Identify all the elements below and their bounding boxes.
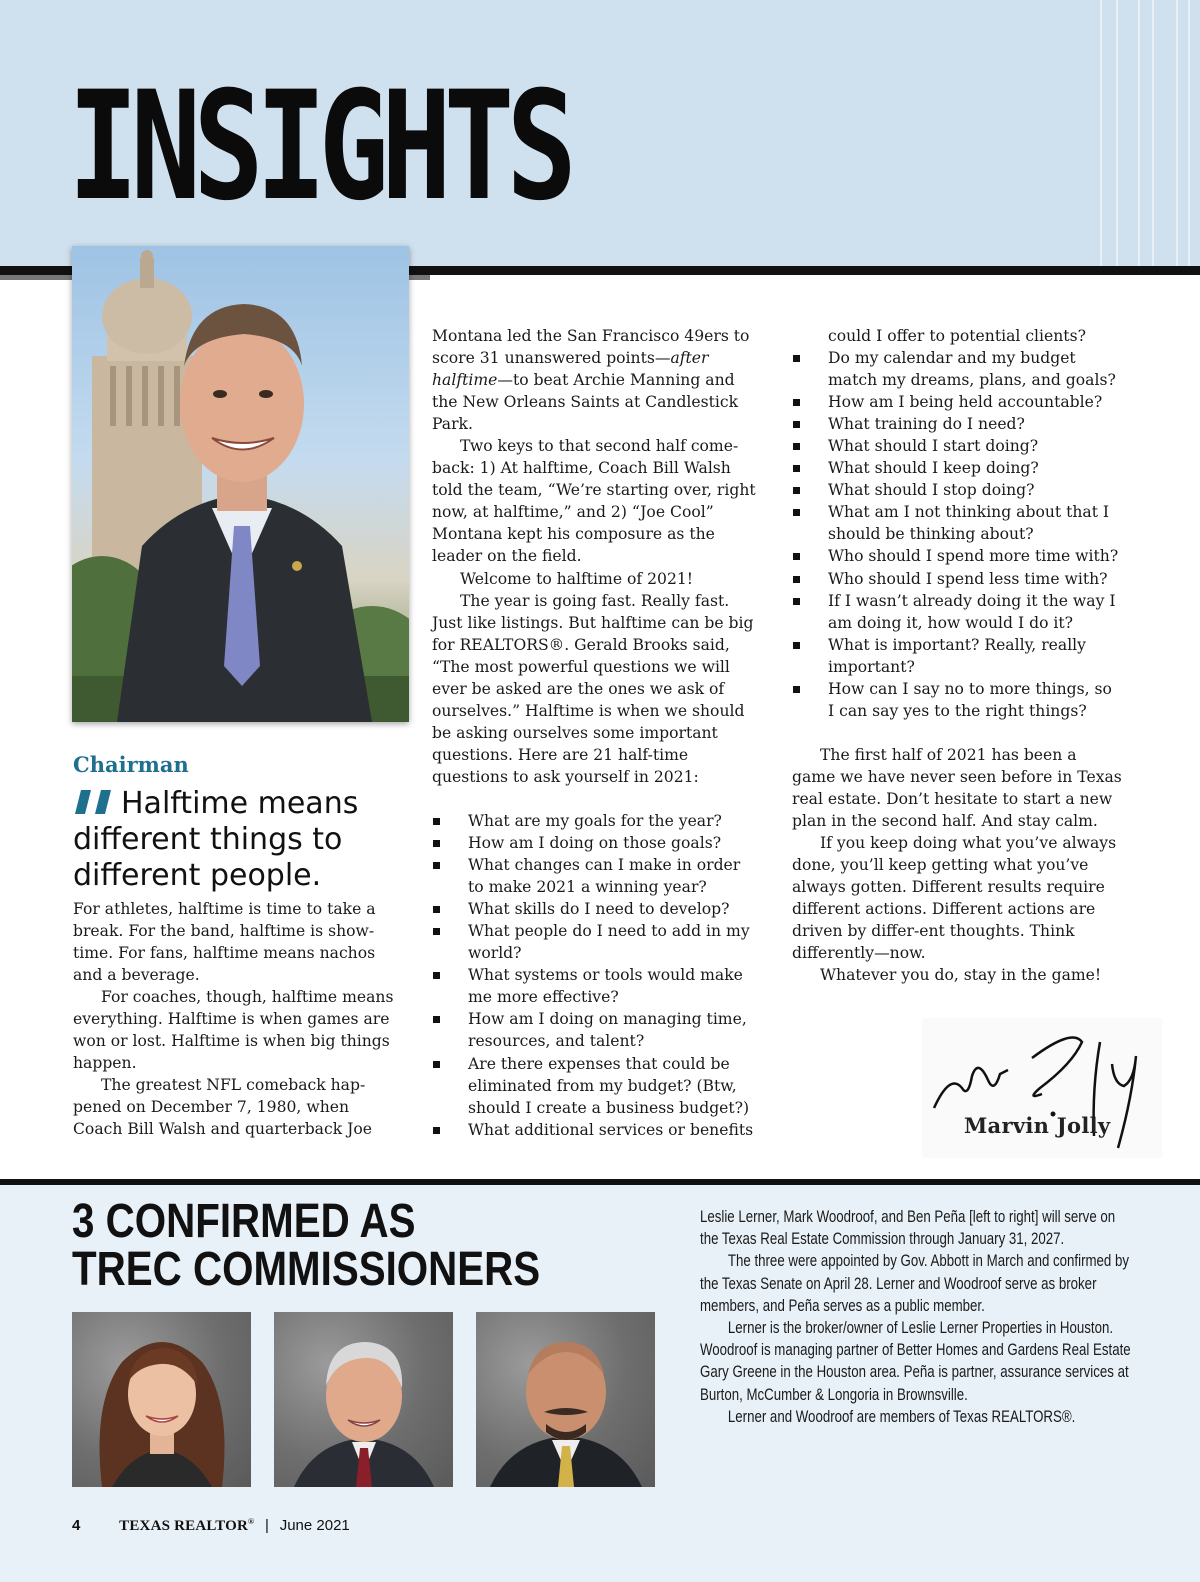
portrait-mark-woodroof: [274, 1312, 453, 1487]
question-list: [792, 347, 1122, 722]
list-item: What should I stop doing?: [792, 479, 1122, 501]
portrait-illustration: [274, 1312, 453, 1487]
page-number: 4: [72, 1517, 81, 1534]
paragraph: The greatest NFL comeback hap-pened on December 7, 1980, when Coach Bill Walsh and quarterback Joe: [73, 1076, 372, 1139]
emphasis-text: after halftime: [432, 349, 709, 390]
trec-headline: [72, 1195, 541, 1296]
portrait-illustration: [476, 1312, 655, 1487]
chairman-label: Chairman: [73, 752, 189, 777]
article-column-3: [792, 325, 1122, 986]
pull-quote-text: Halftime means different things to different people.: [73, 786, 359, 893]
list-item: How am I doing on managing time, resources, and talent?: [432, 1008, 757, 1052]
list-item: What training do I need?: [792, 413, 1122, 435]
list-item: How am I doing on those goals?: [432, 832, 757, 854]
registered-mark: ®: [248, 1517, 255, 1526]
pull-quote: [73, 786, 403, 894]
list-item: What is important? Really, really important?: [792, 634, 1122, 678]
paragraph: [432, 325, 757, 435]
issue-date: June 2021: [279, 1517, 350, 1534]
section-title: INSIGHTS: [68, 60, 570, 234]
paragraph: For coaches, though, halftime means everything. Halftime is when games are won or lost. Halftime is when big things happen.: [73, 988, 394, 1073]
paragraph: For athletes, halftime is time to take a break. For the band, halftime is show-time. For fans, halftime means nachos and a beverage.: [73, 900, 376, 985]
paragraph: Leslie Lerner, Mark Woodroof, and Ben Peña [left to right] will serve on the Texas Real Estate Commission through January 31, 2027.: [700, 1208, 1116, 1249]
spacer: [432, 788, 757, 810]
list-continuation: could I offer to potential clients?: [828, 327, 1086, 345]
portrait-ben-pena: [476, 1312, 655, 1487]
question-list: [432, 810, 757, 1141]
paragraph: If you keep doing what you’ve always done, you’ll keep getting what you’ve always gotten. Different results require different actions. Different actions are driven by differ-ent thoughts. Think differently—now.: [792, 834, 1117, 963]
list-item: What people do I need to add in my world?: [432, 920, 757, 964]
quote-icon: [73, 788, 115, 816]
paragraph: Two keys to that second half come-back: 1) At halftime, Coach Bill Walsh told the team, “We’re starting over, right now, at halftime,” and 2) “Joe Cool” Montana kept his composure as the leader on the field.: [432, 437, 756, 566]
list-item: What additional services or benefits: [432, 1119, 757, 1141]
list-item: What are my goals for the year?: [432, 810, 757, 832]
signature-name: Marvin Jolly: [964, 1113, 1111, 1138]
trec-article: [700, 1206, 1135, 1428]
list-item: What should I keep doing?: [792, 457, 1122, 479]
paragraph-text: Montana led the San Francisco 49ers to score 31 unanswered points—: [432, 327, 750, 368]
list-item: Who should I spend more time with?: [792, 545, 1122, 567]
list-item: How can I say no to more things, so I can say yes to the right things?: [792, 678, 1122, 722]
list-item: What changes can I make in order to make 2021 a winning year?: [432, 854, 757, 898]
footer-separator: |: [265, 1517, 269, 1534]
magazine-name: [119, 1518, 254, 1534]
chairman-photo: [72, 246, 409, 722]
chairman-photo-illustration: [72, 246, 409, 722]
list-item: Do my calendar and my budget match my dreams, plans, and goals?: [792, 347, 1122, 391]
paragraph: The year is going fast. Really fast. Just like listings. But halftime can be big for REALTORS®. Gerald Brooks said, “The most powerful questions we will ever be asked are the ones we ask of ourselves.” Halftime is when we should be asking ourselves some important questions. Here are 21 half-time questions to ask yourself in 2021:: [432, 591, 754, 786]
paragraph-text: —to beat Archie Manning and the New Orleans Saints at Candlestick Park.: [432, 371, 739, 434]
article-column-1: [73, 898, 401, 1141]
page-footer: [72, 1516, 350, 1535]
trec-headline-line-2: TREC COMMISSIONERS: [72, 1243, 541, 1296]
portrait-leslie-lerner: [72, 1312, 251, 1487]
list-item: If I wasn’t already doing it the way I am doing it, how would I do it?: [792, 590, 1122, 634]
list-item: What systems or tools would make me more effective?: [432, 964, 757, 1008]
list-item: Are there expenses that could be eliminated from my budget? (Btw, should I create a business budget?): [432, 1053, 757, 1119]
list-item: What skills do I need to develop?: [432, 898, 757, 920]
section-rule: [0, 1179, 1200, 1185]
magazine-name-text: TEXAS REALTOR: [119, 1518, 249, 1534]
paragraph: Lerner and Woodroof are members of Texas REALTORS®.: [727, 1407, 1076, 1426]
header-stripes: [1090, 0, 1200, 268]
paragraph: Welcome to halftime of 2021!: [460, 569, 694, 588]
list-item: What am I not thinking about that I should be thinking about?: [792, 501, 1122, 545]
paragraph: Lerner is the broker/owner of Leslie Lerner Properties in Houston. Woodroof is managing partner of Better Homes and Gardens Real Estate Gary Greene in the Houston area. Peña is partner, assurance services at Burton, McCumber & Longoria in Brownsville.: [700, 1319, 1131, 1404]
list-item: What should I start doing?: [792, 435, 1122, 457]
paragraph: The first half of 2021 has been a game we have never seen before in Texas real estate. Don’t hesitate to start a new plan in the second half. And stay calm.: [792, 745, 1122, 830]
trec-headline-line-1: 3 CONFIRMED AS: [72, 1195, 416, 1248]
paragraph: Whatever you do, stay in the game!: [820, 966, 1102, 985]
article-column-2: [432, 325, 757, 1141]
paragraph: The three were appointed by Gov. Abbott in March and confirmed by the Texas Senate on April 28. Lerner and Woodroof serve as broker members, and Peña serves as a public member.: [700, 1252, 1130, 1315]
list-item: How am I being held accountable?: [792, 391, 1122, 413]
portrait-illustration: [72, 1312, 251, 1487]
list-item: Who should I spend less time with?: [792, 568, 1122, 590]
spacer: [792, 722, 1122, 744]
